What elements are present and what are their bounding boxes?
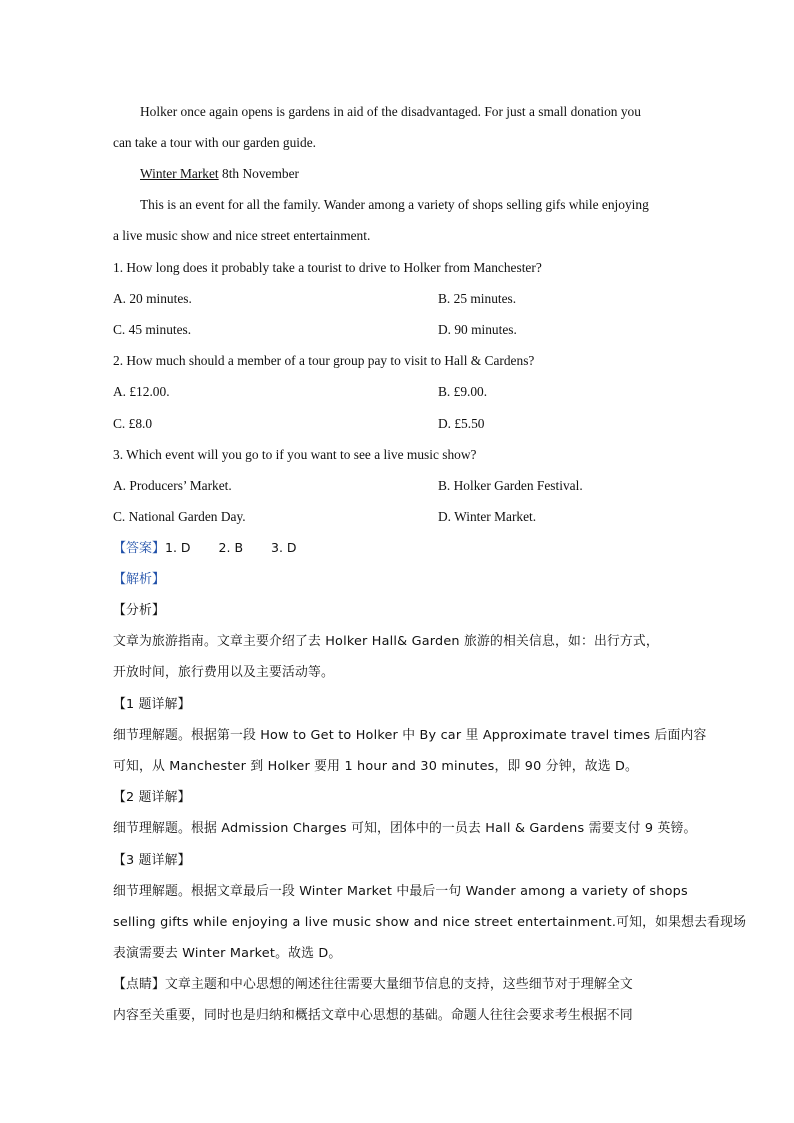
event-date: 8th November <box>218 166 299 181</box>
answer-line <box>113 539 297 558</box>
option: D. £5.50 <box>438 416 485 431</box>
jiexi-label: 【解析】 <box>113 572 166 587</box>
analysis-line: 开放时间，旅行费用以及主要活动等。 <box>113 665 334 680</box>
analysis-line: 可知，从 Manchester 到 Holker 要用 1 hour and 30 minutes，即 90 分钟，故选 D。 <box>113 759 639 774</box>
dianjing-label: 【点睛】 <box>113 977 165 992</box>
analysis-line: 细节理解题。根据 Admission Charges 可知，团体中的一员去 Hall & Gardens 需要支付 9 英镑。 <box>113 821 697 836</box>
answer-item: 1. D <box>165 540 191 555</box>
answer-item: 2. B <box>218 540 244 555</box>
fenxi-label: 【分析】 <box>113 603 165 618</box>
option: B. 25 minutes. <box>438 291 517 306</box>
question-stem: 1. How long does it probably take a tourist to drive to Holker from Manchester? <box>113 260 542 275</box>
q3-detail-label: 【3 题详解】 <box>113 853 191 868</box>
option: B. Holker Garden Festival. <box>438 478 583 493</box>
question-stem: 3. Which event will you go to if you want to see a live music show? <box>113 447 477 462</box>
answer-label: 【答案】 <box>113 541 166 556</box>
passage-line: This is an event for all the family. Wander among a variety of shops selling gifs while enjoying <box>140 197 649 212</box>
question-stem: 2. How much should a member of a tour group pay to visit to Hall & Cardens? <box>113 353 535 368</box>
q1-detail-label: 【1 题详解】 <box>113 697 191 712</box>
dianjing-line <box>113 976 633 994</box>
option: A. £12.00. <box>113 384 170 399</box>
analysis-line: selling gifts while enjoying a live music show and nice street entertainment.可知，如果想去看现场 <box>113 915 747 930</box>
option: C. 45 minutes. <box>113 322 192 337</box>
option: D. Winter Market. <box>438 509 537 524</box>
analysis-line: 表演需要去 Winter Market。故选 D。 <box>113 946 342 961</box>
option: A. 20 minutes. <box>113 291 192 306</box>
option: C. £8.0 <box>113 416 153 431</box>
analysis-line: 内容至关重要，同时也是归纳和概括文章中心思想的基础。命题人往往会要求考生根据不同 <box>113 1008 633 1023</box>
event-heading <box>140 165 299 183</box>
passage-line: a live music show and nice street entertainment. <box>113 228 371 243</box>
passage-line: Holker once again opens is gardens in aid of the disadvantaged. For just a small donation you <box>140 104 641 119</box>
event-title: Winter Market <box>140 166 219 181</box>
dianjing-text: 文章主题和中心思想的阐述往往需要大量细节信息的支持，这些细节对于理解全文 <box>165 977 633 992</box>
q2-detail-label: 【2 题详解】 <box>113 790 191 805</box>
analysis-line: 细节理解题。根据文章最后一段 Winter Market 中最后一句 Wander among a variety of shops <box>113 884 688 899</box>
option: B. £9.00. <box>438 384 488 399</box>
analysis-line: 文章为旅游指南。文章主要介绍了去 Holker Hall& Garden 旅游的相关信息，如：出行方式， <box>113 634 659 649</box>
answer-item: 3. D <box>271 540 297 555</box>
option: D. 90 minutes. <box>438 322 517 337</box>
passage-line: can take a tour with our garden guide. <box>113 135 317 150</box>
option: A. Producers’ Market. <box>113 478 232 493</box>
option: C. National Garden Day. <box>113 509 246 524</box>
analysis-line: 细节理解题。根据第一段 How to Get to Holker 中 By car 里 Approximate travel times 后面内容 <box>113 728 707 743</box>
